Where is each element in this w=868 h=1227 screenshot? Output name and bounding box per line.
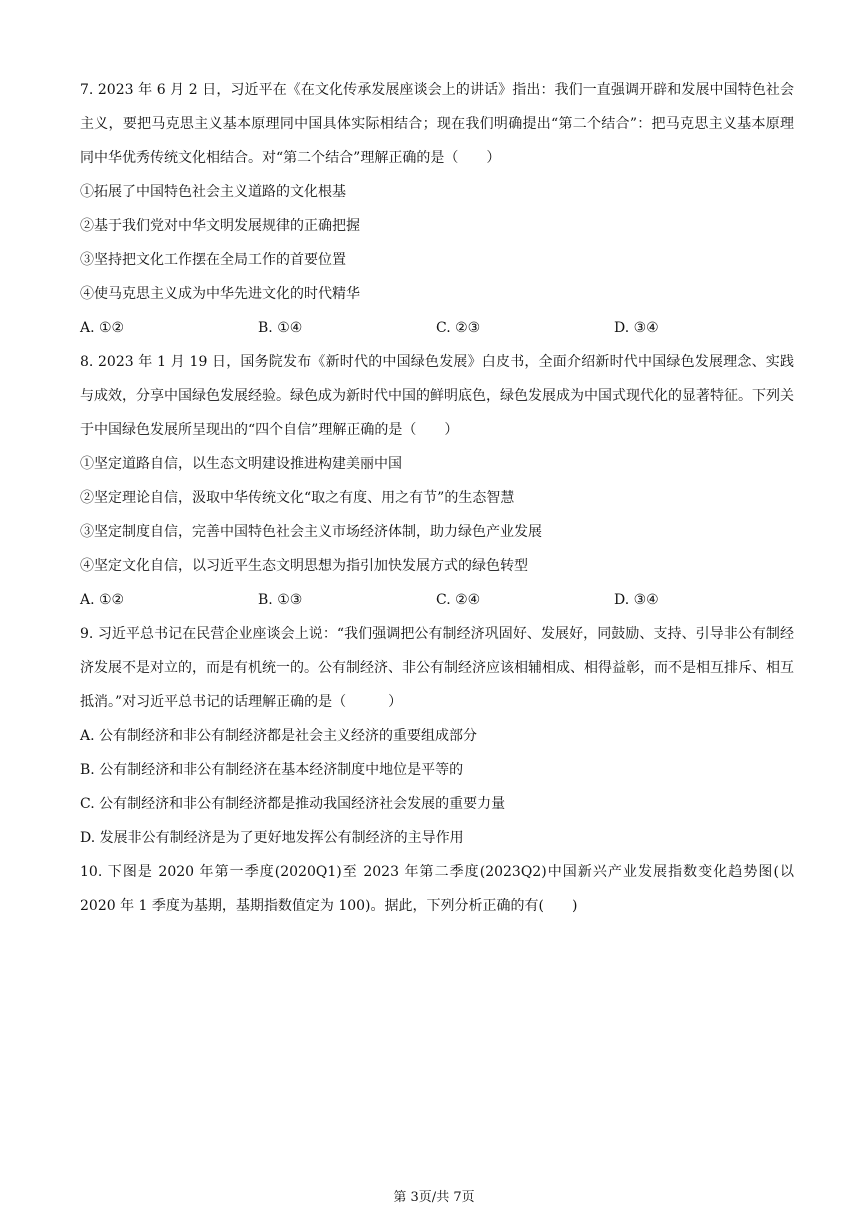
question-7-statement-2: ②基于我们党对中华文明发展规律的正确把握 [80,218,360,234]
question-10-stem: 10. 下图是 2020 年第一季度(2020Q1)至 2023 年第二季度(2023Q2)中国新兴产业发展指数变化趋势图(以 2020 年 1 季度为基期，基期指数值定为 100)。据此，下列分析正确的有( ) [80,864,794,914]
question-7-choice-a[interactable]: A. ①② [80,320,125,336]
question-8-statement-4: ④坚定文化自信，以习近平生态文明思想为指引加快发展方式的绿色转型 [80,558,528,574]
question-7-choice-b[interactable]: B. ①④ [258,320,303,336]
question-9-option-b[interactable]: B. 公有制经济和非公有制经济在基本经济制度中地位是平等的 [80,762,464,778]
question-7-statement-3: ③坚持把文化工作摆在全局工作的首要位置 [80,252,346,268]
question-9-option-a[interactable]: A. 公有制经济和非公有制经济都是社会主义经济的重要组成部分 [80,728,478,744]
question-8-choice-d[interactable]: D. ③④ [614,592,659,608]
question-7-choice-c[interactable]: C. ②③ [436,320,481,336]
question-9-stem: 9. 习近平总书记在民营企业座谈会上说：“我们强调把公有制经济巩固好、发展好，同鼓励、支持、引导非公有制经济发展不是对立的，而是有机统一的。公有制经济、非公有制经济应该相辅相成、相得益彰，而不是相互排斥、相互抵消。”对习近平总书记的话理解正确的是（ ） [80,626,794,710]
question-9-option-d[interactable]: D. 发展非公有制经济是为了更好地发挥公有制经济的主导作用 [80,830,464,846]
question-8-choice-c[interactable]: C. ②④ [436,592,481,608]
question-8-choice-b[interactable]: B. ①③ [258,592,303,608]
question-8-statement-1: ①坚定道路自信，以生态文明建设推进构建美丽中国 [80,456,402,472]
question-8-statement-2: ②坚定理论自信，汲取中华传统文化“取之有度、用之有节”的生态智慧 [80,490,515,506]
question-7-statement-1: ①拓展了中国特色社会主义道路的文化根基 [80,184,346,200]
question-8-choices [80,583,794,617]
question-8-statement-3: ③坚定制度自信，完善中国特色社会主义市场经济体制，助力绿色产业发展 [80,524,542,540]
question-8-choice-a[interactable]: A. ①② [80,592,125,608]
question-7-stem: 7. 2023 年 6 月 2 日，习近平在《在文化传承发展座谈会上的讲话》指出：我们一直强调开辟和发展中国特色社会主义，要把马克思主义基本原理同中国具体实际相结合；现在我们明确提出“第二个结合”：把马克思主义基本原理同中华优秀传统文化相结合。对“第二个结合”理解正确的是（ ） [80,82,794,166]
question-7-choice-d[interactable]: D. ③④ [614,320,659,336]
page-number: 第 3页/共 7页 [393,1190,475,1205]
question-7-statement-4: ④使马克思主义成为中华先进文化的时代精华 [80,286,360,302]
question-9-option-c[interactable]: C. 公有制经济和非公有制经济都是推动我国经济社会发展的重要力量 [80,796,506,812]
question-8-stem: 8. 2023 年 1 月 19 日，国务院发布《新时代的中国绿色发展》白皮书，全面介绍新时代中国绿色发展理念、实践与成效，分享中国绿色发展经验。绿色成为新时代中国的鲜明底色，绿色发展成为中国式现代化的显著特征。下列关于中国绿色发展所呈现出的“四个自信”理解正确的是（ ） [80,354,794,438]
question-7-choices [80,311,794,345]
page-content [80,73,794,923]
